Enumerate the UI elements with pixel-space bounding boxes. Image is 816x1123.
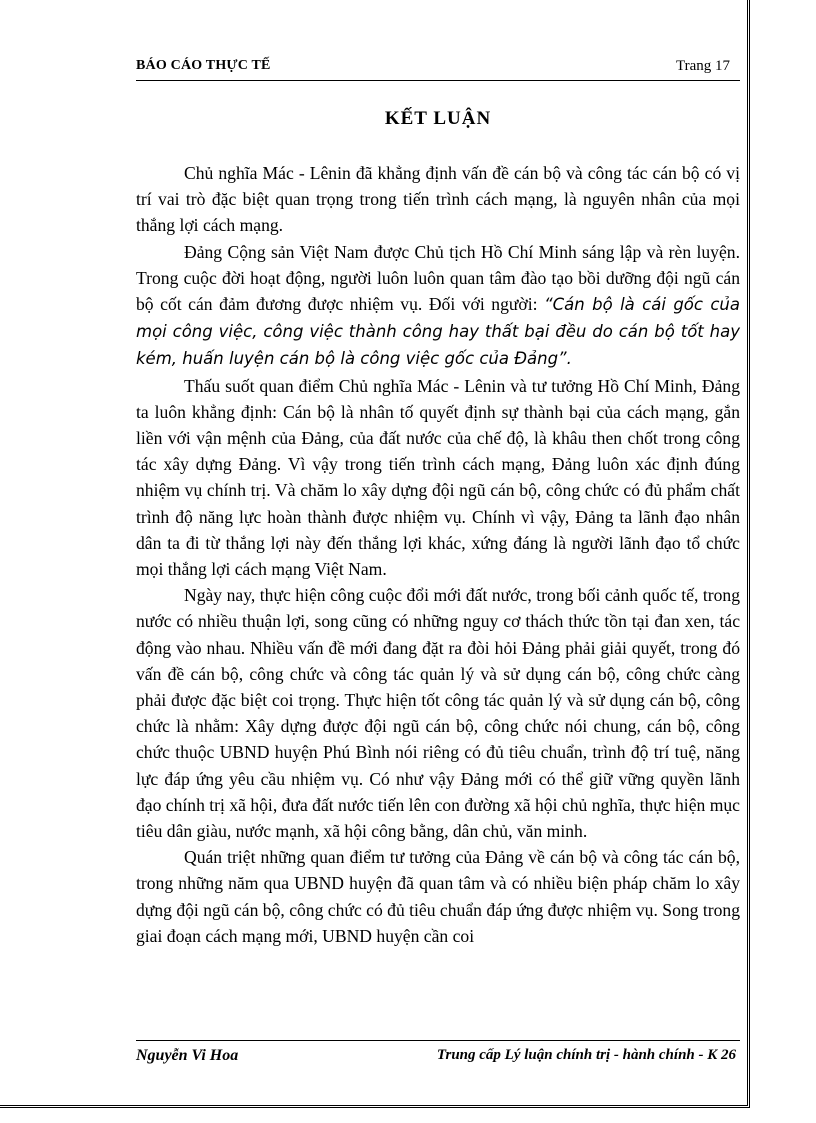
section-title: KẾT LUẬN bbox=[384, 108, 492, 129]
ho-chi-minh-quote: “Cán bộ là cái gốc của mọi công việc, công việc thành công hay thất bại đều do cán bộ tốt hay kém, huấn luyện cán bộ là công việc gốc của Đảng”. bbox=[136, 295, 740, 369]
body-text bbox=[136, 160, 740, 949]
course-label: Trung cấp Lý luận chính trị - hành chính - K 26 bbox=[436, 1047, 736, 1063]
page-number: Trang 17 bbox=[675, 58, 730, 74]
paragraph-2 bbox=[136, 239, 740, 373]
report-label: BÁO CÁO THỰC TẾ bbox=[136, 58, 271, 73]
author-name: Nguyễn Vi Hoa bbox=[136, 1047, 239, 1064]
page-footer bbox=[136, 1040, 740, 1069]
paragraph-3: Thấu suốt quan điểm Chủ nghĩa Mác - Lênin và tư tưởng Hồ Chí Minh, Đảng ta luôn khẳng định: Cán bộ là nhân tố quyết định sự thành bại của cách mạng, gắn liền với vận mệnh của Đảng, của đất nước của chế độ, là khâu then chốt trong công tác xây dựng Đảng. Vì vậy trong tiến trình cách mạng, Đảng luôn xác định đúng nhiệm vụ chính trị. Và chăm lo xây dựng đội ngũ cán bộ, công chức có đủ phẩm chất trình độ năng lực hoàn thành được nhiệm vụ. Chính vì vậy, Đảng ta lãnh đạo nhân dân ta đi từ thắng lợi này đến thắng lợi khác, xứng đáng là người lãnh đạo tổ chức mọi thắng lợi cách mạng Việt Nam. bbox=[136, 375, 740, 580]
paragraph-1: Chủ nghĩa Mác - Lênin đã khẳng định vấn đề cán bộ và công tác cán bộ có vị trí vai trò đặc biệt quan trọng trong tiến trình cách mạng, là nguyên nhân của mọi thắng lợi cách mạng. bbox=[136, 163, 740, 236]
page-header bbox=[136, 56, 740, 81]
paragraph-4: Ngày nay, thực hiện công cuộc đổi mới đất nước, trong bối cảnh quốc tế, trong nước có nhiều thuận lợi, song cũng có những nguy cơ thách thức tồn tại đan xen, tác động vào nhau. Nhiều vấn đề mới đang đặt ra đòi hỏi Đảng phải giải quyết, trong đó vấn đề cán bộ, công chức và công tác quản lý và sử dụng cán bộ, công chức càng phải được đặc biệt coi trọng. Thực hiện tốt công tác quản lý và sử dụng cán bộ, công chức là nhằm: Xây dựng được đội ngũ cán bộ, công chức nói chung, cán bộ, công chức thuộc UBND huyện Phú Bình nói riêng có đủ tiêu chuẩn, trình độ trí tuệ, năng lực đáp ứng yêu cầu nhiệm vụ. Có như vậy Đảng mới có thể giữ vững quyền lãnh đạo chính trị xã hội, đưa đất nước tiến lên con đường xã hội chủ nghĩa, thực hiện mục tiêu dân giàu, nước mạnh, xã hội công bằng, dân chủ, văn minh. bbox=[136, 585, 740, 842]
paragraph-5: Quán triệt những quan điểm tư tưởng của Đảng về cán bộ và công tác cán bộ, trong những năm qua UBND huyện đã quan tâm và có nhiều biện pháp chăm lo xây dựng đội ngũ cán bộ, công chức có đủ tiêu chuẩn đáp ứng được nhiệm vụ. Song trong giai đoạn cách mạng mới, UBND huyện cần coi bbox=[136, 847, 740, 946]
paragraph-2-text: Đảng Cộng sản Việt Nam được Chủ tịch Hồ Chí Minh sáng lập và rèn luyện. Trong cuộc đời hoạt động, người luôn luôn quan tâm đào tạo bồi dưỡng đội ngũ cán bộ cốt cán đảm đương được nhiệm vụ. Đối với người: bbox=[136, 241, 740, 315]
